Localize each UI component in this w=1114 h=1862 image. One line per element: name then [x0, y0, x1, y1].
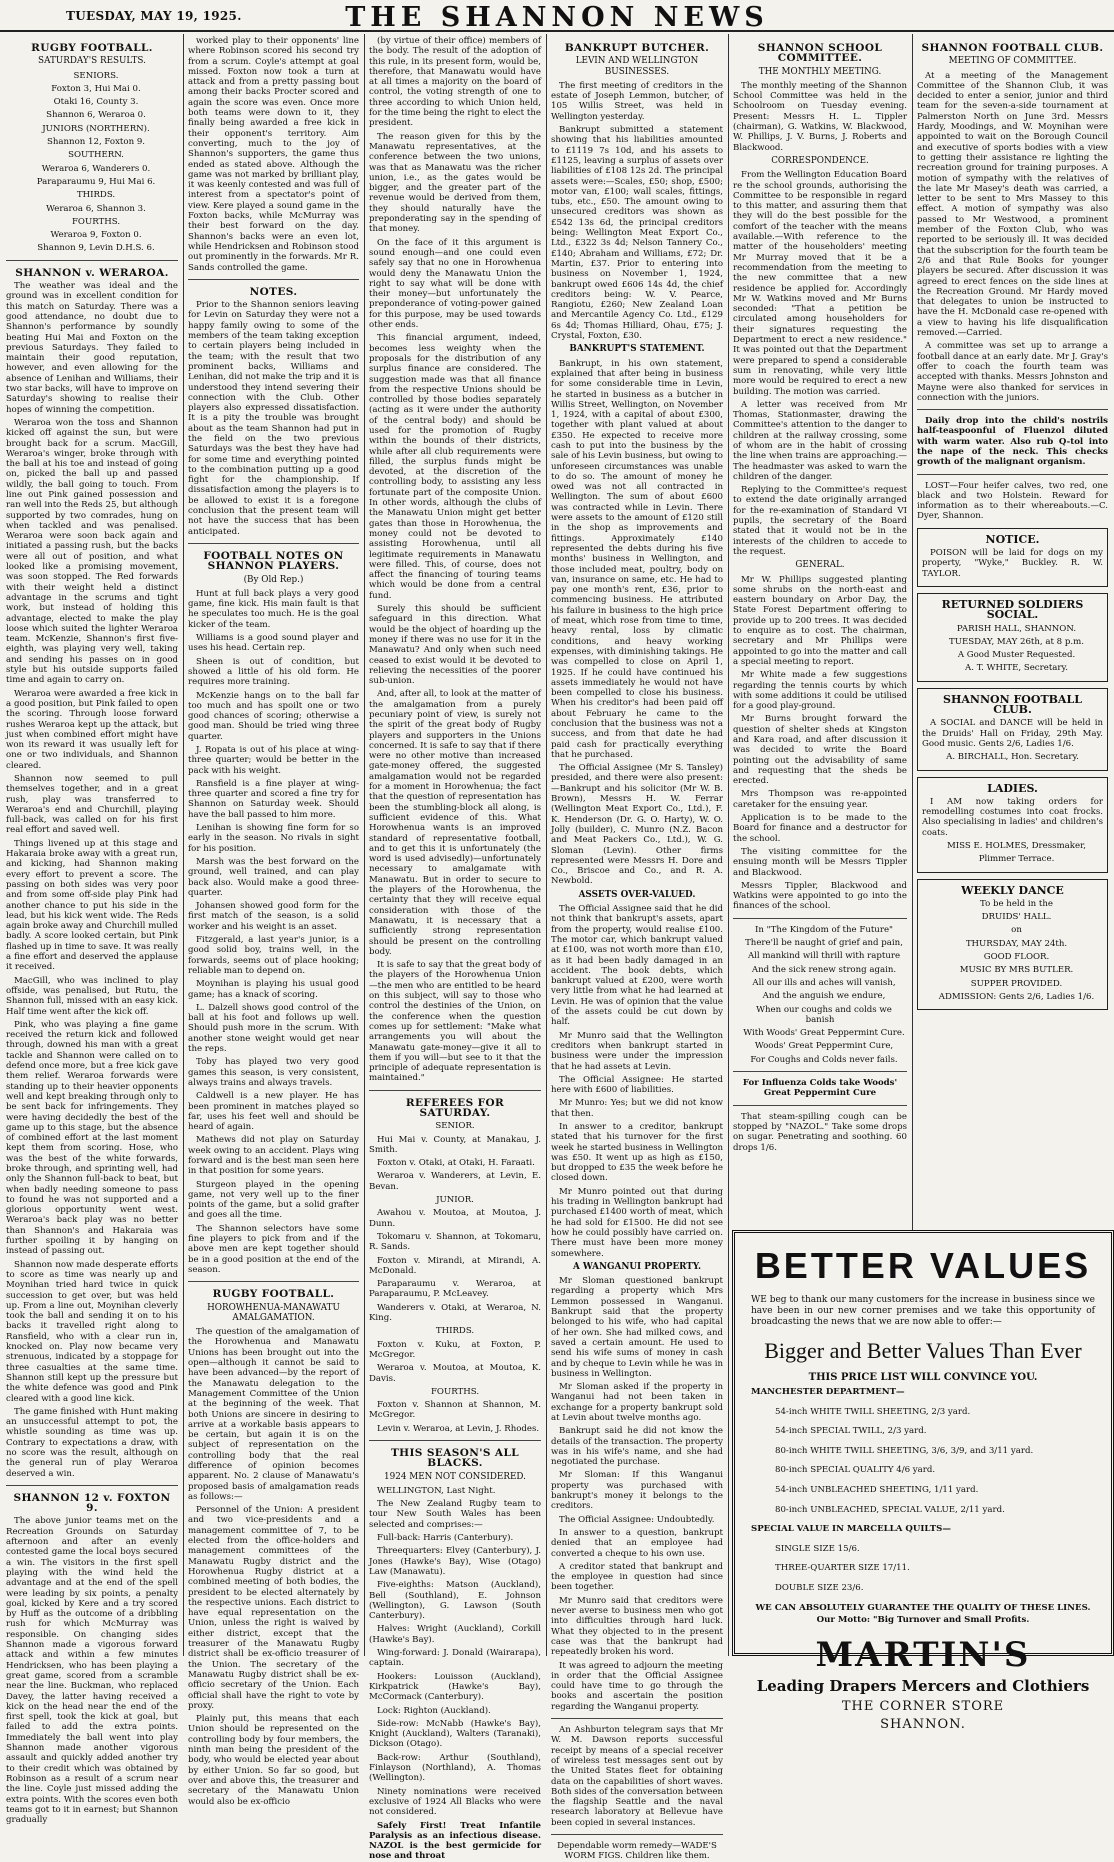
- paragraph: It is safe to say that the great body of the players of the Horowhenua Union—the men who are entitled to be heard on this subject, will say to those who control the destinies of the Union, on the conference when the question comes up for settlement: "Make what arrangements you will about the Manawatu gate-money—give it all to them if you will—but see to it that the principle of adequate representation is maintained.": [369, 960, 541, 1084]
- dance-line: THURSDAY, MAY 24th.: [965, 938, 1068, 949]
- paragraph: The monthly meeting of the Shannon School Committee was held in the Schoolroom on Tuesday evening. Present: Messrs H. L. Tippler (chairman), G. Watkins, W. Blackwood, W. Phillips, J. V. Burns, J. Roberts and Blackwood.: [733, 80, 907, 153]
- divider: [6, 260, 178, 261]
- paragraph: A letter was received from Mr Thomas, Stationmaster, drawing the Committee's attention to the danger to children at the railway crossing, some of whom are in the habit of crossing the line when trains are approaching.—The headmaster was asked to warn the children of the danger.: [733, 399, 907, 482]
- divider: [551, 1834, 723, 1835]
- notes-text: [188, 300, 359, 537]
- correspondence-text: [733, 170, 907, 557]
- ad-item: 80-inch WHITE TWILL SHEETING, 3/6, 3/9, and 3/11 yard.: [775, 1445, 1034, 1456]
- ad-item: 80-inch SPECIAL QUALITY 4/6 yard.: [775, 1465, 936, 1476]
- dance-line: SUPPER PROVIDED.: [970, 978, 1063, 989]
- referee-line: Foxton v. Shannon at Shannon, M. McGregor.: [369, 1400, 541, 1421]
- referee-line: Awahou v. Moutoa, at Moutoa, J. Dunn.: [369, 1208, 541, 1229]
- dance-line: DRUIDS' HALL.: [981, 912, 1052, 923]
- paragraph: WELLINGTON, Last Night.: [377, 1485, 496, 1496]
- poem-line: And the anguish we endure,: [762, 991, 886, 1002]
- poem-line: For Coughs and Colds never fails.: [750, 1054, 898, 1065]
- social-line: TUESDAY, MAY 26th, at 8 p.m.: [949, 636, 1084, 647]
- referee-line: Hui Mai v. County, at Manakau, J. Smith.: [369, 1134, 541, 1155]
- result-line: JUNIORS (NORTHERN).: [42, 123, 150, 134]
- ad-item-list: [735, 1407, 1111, 1516]
- ad-headline: BETTER VALUES: [754, 1245, 1092, 1286]
- results-list: [6, 71, 178, 254]
- result-line: Shannon 9, Levin D.H.S. 6.: [37, 243, 155, 254]
- club-dance-signature: A. BIRCHALL, Hon. Secretary.: [946, 752, 1079, 763]
- bankrupt-subheading: LEVIN AND WELLINGTON BUSINESSES.: [575, 56, 699, 77]
- fluenzol-ad: Daily drop into the child's nostrils half-teaspoonful of Fluenzol diluted with warm water. Also rub Q-tol into the nape of the neck. This checks growth of the malignant organism.: [917, 416, 1108, 468]
- divider: [188, 543, 359, 544]
- school-committee-subheading: THE MONTHLY MEETING.: [758, 66, 882, 77]
- players-notes: [188, 589, 359, 1275]
- result-line: Otaki 16, County 3.: [53, 97, 139, 108]
- poem-line: There'll be naught of grief and pain,: [745, 938, 903, 949]
- referee-line: Levin v. Weraroa, at Levin, J. Rhodes.: [377, 1423, 540, 1434]
- paragraph: Sheen is out of condition, but showed a little of his old form. He requires more training.: [188, 656, 359, 688]
- newspaper-title: THE SHANNON NEWS: [345, 2, 769, 33]
- paragraph: The reason given for this by the Manawatu representatives, at the conference between the two unions, was that as Manawatu was the richer union, i.e., as the gates would be bigger, and the greater part of the revenue would be derived from them, they should naturally have the preponderating say in the spending of that money.: [369, 131, 541, 235]
- poem-line: Woods' Great Peppermint Cure,: [754, 1041, 894, 1052]
- ladies-text: I AM now taking orders for remodelling costumes into coat frocks. Also specialising in ladies' and children's coats.: [922, 796, 1103, 838]
- paragraph: Weraroa won the toss and Shannon kicked off against the sun, but were brought back for a scrum. MacGill, Weraroa's winger, broke through with the ball at his toe and instead of going on, picked the ball up and passed wildly, the ball going to touch. From line out Pink gained possession and ran well into the Reds 25, but although supported by two comrades, hung on when tackled and was penalised. Weraroa were soon back again and initiated a passing rush, but the backs were all out of position, and what looked like a promising movement, was soon stopped. The Red forwards with their weight held a distinct advantage in the scrums and tight work, but instead of holding this advantage, elected to make the play loose which suited the lighter Weraroa team. McKenzie, Shannon's first five-eighth, was playing very well, taking and sending his passes on in good style but his outside supports failed time and again to carry on.: [6, 417, 178, 686]
- paragraph: Ransfield is a fine player at wing-three quarter and scored a fine try for Shannon on Saturday week. Should have the ball passed to him more.: [188, 778, 359, 820]
- paragraph: Weraroa were awarded a free kick in a good position, but Pink failed to open the scoring. Through loose forward rushes Weraroa kept up the attack, but just when combined effort might have won its reward it was usually left for one or two individuals, and Shannon cleared.: [6, 688, 178, 771]
- signature-line: MISS E. HOLMES, Dressmaker,: [946, 841, 1086, 851]
- divider: [188, 1281, 359, 1282]
- general-text: [733, 575, 907, 912]
- column-6: [917, 36, 1108, 1226]
- paragraph: Mr Sloman: If this Wanganui property was purchased with bankrupt's money it belongs to the creditors.: [551, 1470, 723, 1512]
- all-blacks-subheading: 1924 MEN NOT CONSIDERED.: [384, 1471, 526, 1482]
- referee-grade: SENIOR.: [435, 1121, 475, 1132]
- paragraph: Side-row: McNabb (Hawke's Bay), Knight (Auckland), Walters (Taranaki), Dickson (Otago).: [369, 1718, 541, 1750]
- referees-list: [369, 1121, 541, 1434]
- column-rule: [364, 34, 365, 1656]
- ad-subheadline: Bigger and Better Values Than Ever: [764, 1338, 1082, 1363]
- paragraph: Marsh was the best forward on the ground, well trained, and can play back also. Would make a good three-quarter.: [188, 856, 359, 898]
- result-line: Weraroa 9, Foxton 0.: [50, 230, 142, 241]
- school-committee-heading: SHANNON SCHOOL COMMITTEE.: [757, 42, 883, 65]
- results-heading: SATURDAY'S RESULTS.: [38, 56, 146, 67]
- dance-line: on: [1011, 925, 1022, 936]
- paragraph: J. Ropata is out of his place at wing-three quarter; would be better in the pack with his weight.: [188, 745, 359, 776]
- signature-line: Plimmer Terrace.: [978, 854, 1055, 865]
- paragraph: Williams is a good sound player and uses his head. Certain rep.: [188, 633, 359, 654]
- column-rule: [728, 34, 729, 1656]
- result-line: THIRDS.: [76, 190, 116, 201]
- paragraph: From the Wellington Education Board re the school grounds, authorising the Committee to be responsible in regard to this matter, and assuring them that they will do the best possible for the comfort of the teacher with the means available.—With reference to the matter of the householders' meeting Mr Murray moved that it be a recommendation from the meeting to the new committee that a new residence be applied for. Accordingly Mr W. Watkins moved and Mr Burns seconded: "That a petition be circulated among householders for their signatures requesting the Department to erect a new residence." It was pointed out that the Department were prepared to spend a considerable sum in renovating, while very little more would be required to erect a new building. The motion was carried.: [733, 170, 907, 397]
- amalgamation-heading-1: RUGBY FOOTBALL.: [212, 1288, 335, 1301]
- paragraph: A creditor stated that bankrupt and the employee in question had since been together.: [551, 1561, 723, 1593]
- paragraph: A committee was set up to arrange a football dance at an early date. Mr J. Gray's offer to coach the fourth team was accepted with thanks. Messrs Johnston and Mayne were also thanked for services in connection with the juniors.: [917, 341, 1108, 403]
- paragraph: McKenzie hangs on to the ball far too much and has spoilt one or two good chances of scoring; otherwise a good man. Should be tried wing three quarter.: [188, 690, 359, 742]
- referee-grade: JUNIOR.: [436, 1195, 474, 1206]
- club-dance-heading: SHANNON FOOTBALL CLUB.: [943, 692, 1082, 717]
- paragraph: Mr Munro: Yes; but we did not know that then.: [551, 1098, 723, 1119]
- poem-line: All mankind will thrill with rapture: [747, 951, 901, 962]
- assets-text: [551, 904, 723, 1259]
- divider: [6, 1485, 178, 1486]
- paragraph: Bankrupt submitted a statement showing that his liabilities amounted to £1119 7s 10d, and his assets to £1125, leaving a surplus of assets over liabilities of £108 12s 2d. The principal assets were:—Scales, £50; shop, £500; motor van, £100; wall scales, fittings, tubs, etc., £50. The amount owing to unsecured creditors was shown as £542 13s 6d, the principal creditors being: Wellington Meat Export Co., Ltd., £322 3s 4d; Nelson Tannery Co., £140; Abraham and Williams, £72; Dr. Martin, £37. Prior to entering into business on November 1, 1924, bankrupt owed £606 14s 4d, the chief creditors being: W. V. Pearce, Rangiotu, £260; New Zealand Loan and Mercantile Agency Co. Ltd., £129 6s 4d; Thomas Hilliard, Ohau, £75; J. Crystal, Foxton, £30.: [551, 125, 723, 342]
- store-tagline: Leading Drapers Mercers and Clothiers: [756, 1676, 1090, 1695]
- paragraph: In answer to a question, bankrupt denied that an employee had converted a cheque to his own use.: [551, 1527, 723, 1559]
- paragraph: Surely this should be sufficient safeguard in this direction. What would be the object of hoarding up the money if there was no use for it in the Manawatu? And only when such need ceased to exist would it be devoted to relieving the necessities of the poorer sub-union.: [369, 604, 541, 687]
- paragraph: Mrs Thompson was re-appointed caretaker for the ensuing year.: [733, 789, 907, 810]
- referee-line: Wanderers v. Otaki, at Weraroa, N. King.: [369, 1302, 541, 1324]
- amalgamation-continued: [369, 36, 541, 1084]
- referees-heading: REFEREES FOR SATURDAY.: [405, 1096, 505, 1119]
- paragraph: Toby has played two very good games this season, is very consistent, always trains and always travels.: [188, 1057, 359, 1088]
- paragraph: Johansen showed good form for the first match of the season, is a solid worker and his weight is an asset.: [188, 901, 359, 932]
- dance-line: ADMISSION: Gents 2/6, Ladies 1/6.: [938, 991, 1095, 1002]
- paragraph: The game finished with Hunt making an unsuccessful attempt to pot, the whistle sounding as time was up. Contrary to expectations a draw, with no score was the result, although on the general run of play Weraroa deserved a win.: [6, 1406, 178, 1479]
- referee-line: Tokomaru v. Shannon, at Tokomaru, R. Sands.: [369, 1231, 541, 1253]
- paragraph: And, after all, to look at the matter of the amalgamation from a purely pecuniary point of view, is surely not the spirit of the great body of Rugby players and supporters in the Unions concerned. It is safe to say that if there were no other motive than increased gate-money offered, the suggested amalgamation would not be regarded for a moment in Horowhenua; the fact that the question of representation has been the stumbling-block all along, is sufficient evidence of this. What Horowhenua wants is an improved standard of representative football, and to get this it is unfortunately (the word is used advisedly)—unfortunately necessary to amalgamate with Manawatu. But in order to secure to the players of the Horowhenua, the certainty that they will receive equal consideration with those of the Manawatu, it is necessary that a sufficiently strong representation should be present on the controlling body.: [369, 689, 541, 957]
- match-heading: SHANNON v. WERAROA.: [15, 266, 169, 279]
- paragraph: Mr Sloman asked if the property in Wanganui had not been taken in exchange for a property bankrupt sold at Levin about twelve months ago.: [551, 1382, 723, 1423]
- result-line: Weraroa 6, Wanderers 0.: [41, 163, 151, 174]
- paragraph: Lock: Righton (Auckland).: [377, 1705, 491, 1716]
- social-line: A. T. WHITE, Secretary.: [965, 663, 1068, 674]
- ad-quilt: DOUBLE SIZE 23/6.: [775, 1582, 864, 1593]
- divider: [733, 1071, 907, 1072]
- column-2: [188, 36, 359, 1807]
- paragraph: At a meeting of the Management Committee of the Shannon Club, it was decided to enter a senior, junior and third team for the seven-a-side tournament at Palmerston North on June 3rd. Messrs Hardy, Moodings, and W. Moynihan were appointed to wait on the Borough Council and executive of sports bodies with a view to getting their assistance re lighting the recreation ground for training purposes. A motion of sympathy with the relatives of the late Mr Masey's death was carried, a letter to be sent to Mrs Massey to this effect. A motion of sympathy was also passed to Mr Westwood, a prominent member of the Foxton Club, who was reported to be seriously ill. It was decided that the subscription for the fourth team be 2/6 and that Rule Books for younger players be secured. After discussion it was agreed to erect fences on the side lines at the Recreation Ground. Mr Hardy moved that delegates to union be instructed to have the H. McDonald case re-opened with a view to having his life disqualification removed.—Carried.: [917, 70, 1108, 339]
- all-blacks-text: [369, 1486, 541, 1818]
- poem-line: In "The Kingdom of the Future": [755, 924, 893, 935]
- column-4: [551, 36, 723, 1862]
- amalgamation-heading-2: HOROWHENUA-MANAWATU AMALGAMATION.: [207, 1302, 340, 1323]
- nazol-ad: Safely First! Treat Infantile Paralysis as an infectious disease. NAZOL is the best germicide for nose and throat: [369, 1820, 541, 1862]
- ad-quilt: THREE-QUARTER SIZE 17/11.: [775, 1563, 910, 1574]
- paragraph: Sturgeon played in the opening game, not very well up to the finer points of the game, but a solid grafter and goes all the time.: [188, 1179, 359, 1221]
- ad-item: 54-inch UNBLEACHED SHEETING, 1/11 yard.: [775, 1484, 979, 1495]
- result-line: Paraparaumu 9, Hui Mai 6.: [36, 176, 156, 187]
- column-3: [369, 36, 541, 1862]
- ad-department: MANCHESTER DEPARTMENT—: [751, 1387, 905, 1397]
- paragraph: The Shannon selectors have some fine players to pick from and if the above men are kept together should be in a good position at the end of the season.: [188, 1223, 359, 1275]
- paragraph: Wing-forward: J. Donald (Wairarapa), captain.: [369, 1648, 541, 1669]
- junior-report: [6, 1516, 178, 1825]
- paragraph: The Official Assignee: He started here with £600 of liabilities.: [551, 1074, 723, 1096]
- notice-box: [917, 528, 1108, 587]
- paragraph: Five-eighths: Matson (Auckland), Bell (Southland), E. Johnson (Wellington), G. Lawson (South Canterbury).: [369, 1580, 541, 1622]
- paragraph: The visiting committee for the ensuing month will be Messrs Tippler and Blackwood.: [733, 846, 907, 878]
- paragraph: L. Dalzell shows good control of the ball at his foot and follows up well. Should push more in the scrum. With another stone weight would get near the reps.: [188, 1002, 359, 1055]
- amalgamation-text: [188, 1327, 359, 1807]
- paragraph: Mr White made a few suggestions regarding the tennis courts by which with some additions it could be utilised for a good play-ground.: [733, 670, 907, 712]
- divider: [733, 1105, 907, 1106]
- poem-line: With Woods' Great Peppermint Cure.: [743, 1028, 905, 1039]
- divider: [188, 279, 359, 280]
- paragraph: Threequarters: Elvey (Canterbury), J. Jones (Hawke's Bay), Wise (Otago) Law (Manawatu).: [369, 1546, 541, 1577]
- paragraph: Mr Munro said that creditors were never averse to business men who got into difficulties through hard luck. What they objected to in the present case was that the bankrupt had repeatedly broken his word.: [551, 1595, 723, 1658]
- paragraph: This financial argument, indeed, becomes less weighty when the proposals for the distribution of any surplus finance are considered. The suggestion made was that all finance from the respective Unions should be controlled by those bodies separately (acting as it were under the authority of the central body) and should be used for the promotion of Rugby within the bounds of their districts, while after all club requirements were filled, the surplus funds might be devoted, at the discretion of the controlling body, to assisting any less fortunate part of the composite Union. In other words, although the clubs of the Manawatu Union might get better gates than those in Horowhenua, the money could not be devoted to assisting Horowhenua, until all legitimate requirements in Manawatu were filled. This, of course, does not affect the financing of touring teams which would be done from a central fund.: [369, 333, 541, 601]
- paragraph: Messrs Tippler, Blackwood and Watkins were appointed to go into the finances of the school.: [733, 880, 907, 912]
- paragraph: It was agreed to adjourn the meeting in order that the Official Assignee could have time to go through the books and ascertain the position regarding the Wanganui property.: [551, 1660, 723, 1712]
- paragraph: The Official Assignee: Undoubtedly.: [559, 1514, 715, 1525]
- paragraph: Halves: Wright (Auckland), Corkill (Hawke's Bay).: [369, 1624, 541, 1645]
- column-rule: [546, 34, 547, 1656]
- football-club-subheading: MEETING OF COMMITTEE.: [948, 56, 1077, 67]
- dance-line: GOOD FLOOR.: [983, 952, 1050, 963]
- martins-advertisement: [732, 1230, 1114, 1732]
- property-text: [551, 1276, 723, 1712]
- ad-item: 54-inch WHITE TWILL SHEETING, 2/3 yard.: [775, 1406, 971, 1417]
- property-heading: A WANGANUI PROPERTY.: [572, 1261, 702, 1272]
- paragraph: The Official Assignee said that he did not think that bankrupt's assets, apart from the property, would realise £100. The motor car, which bankrupt valued at £100, was not worth more than £10, as it had been badly damaged in an accident. The book debts, which bankrupt valued at £200, were worth very little from what he had learned at Levin. He was of opinion that the value of the assets could be cut down by half.: [551, 904, 723, 1028]
- paragraph: In answer to a creditor, bankrupt stated that his turnover for the first week he started business in Wellington was £50. It went up as high as £150, but dropped to £35 the week before he closed down.: [551, 1121, 723, 1184]
- correspondence-heading: CORRESPONDENCE.: [771, 155, 869, 166]
- paragraph: Bankrupt, in his own statement, explained that after being in business for some considerable time in Levin, he started in business as a butcher in Willis Street, Wellington, on November 1, 1924, with a capital of about £300, together with plant valued at about £350. He expected to receive more cash to put into the business by the sale of his Levin business, but owing to unforeseen circumstances was unable to do so. The amount of money he owed was not all contracted in Wellington. The sum of about £600 was contracted while in Levin. There were assets to the amount of £120 still in the shop as improvements and fittings. Approximately £140 represented the debts during his five months' business in Wellington, and those included meat, poultry, body on van, insurance on same, etc. He had to pay one month's rent, £36, prior to commencing business. He attributed his failure in business to the high price of meat, which rose from time to time, heavy rental, loss by climatic conditions, and heavy working expenses, with diminishing takings. He was compelled to close on April 1, 1925. If he could have continued his assets immediately he would not have been compelled to close his business. When his creditor's had been paid off about February he came to the conclusion that the business was not a success, and from that date he had paid cash for practically everything that he purchased.: [551, 358, 723, 760]
- ad-intro: WE beg to thank our many customers for the increase in business since we have been in our new corner premises and we take this opportunity of broadcasting the news that we are now able to offer:—: [751, 1295, 1095, 1327]
- paragraph: Lenihan is showing fine form for so early in the season. No rivals in sight for his position.: [188, 823, 359, 854]
- football-club-heading: SHANNON FOOTBALL CLUB.: [921, 42, 1104, 54]
- nazol-cough-ad: That steam-spilling cough can be stopped by "NAZOL." Take some drops on sugar. Penetrating and soothing. 60 drops 1/6.: [733, 1111, 907, 1153]
- club-dance-text: A SOCIAL and DANCE will be held in the Druids' Hall on Friday, 29th May. Good music. Gents 2/6, Ladies 1/6.: [922, 718, 1103, 749]
- paragraph: Moynihan is playing his usual good game; has a knack of scoring.: [188, 979, 359, 1000]
- paragraph: Pink, who was playing a fine game received the return kick and followed through, downed his man with a great tackle and Shannon were called on to defend once more, but a free kick gave them relief. Weraroa forwards were standing up to their heavier opponents well and kept breaking through only to be sent back for infringements. They were having decidedly the best of the game up to this stage, but the absence of combined effort at the last moment kept them from scoring. Hose, who was the best of the white forwards, broke through, and sprinting well, had only the Shannon full-back to beat, but when badly needing someone to pass to found he was not supported and a glorious opportunity went west. Weraroa's back play was no better than Shannon's and Hakaraia was further spoiling it by hanging on instead of passing out.: [6, 1019, 178, 1257]
- dance-box: [917, 688, 1108, 771]
- result-line: Shannon 12, Foxton 9.: [46, 137, 146, 148]
- store-location: THE CORNER STORE: [841, 1698, 1005, 1714]
- ladies-heading: LADIES.: [987, 781, 1038, 795]
- paragraph: Personnel of the Union: A president and two vice-presidents and a management committee of 7, to be elected from the office-holders and management committees of the Manawatu Rugby district and the Horowhenua Rugby district at a combined meeting of both bodies, the president to be elected alternately by the respective unions. Each district to have equal representation on the Union, unless the right is waived by either district, except that the treasurer of the Manawatu Rugby district shall be ex-officio treasurer of the Union. The secretary of the Manawatu Rugby district shall be ex-officio secretary of the Union. Each official shall have the right to vote by proxy.: [188, 1505, 359, 1711]
- paragraph: The first meeting of creditors in the estate of Joseph Lemmon, butcher, of 105 Willis Street, was held in Wellington yesterday.: [551, 80, 723, 122]
- ad-quilt: SINGLE SIZE 15/6.: [775, 1543, 860, 1554]
- dance-line: MUSIC BY MRS BUTLER.: [959, 965, 1074, 976]
- social-line: A Good Muster Requested.: [957, 650, 1076, 661]
- divider: [369, 1440, 541, 1441]
- weekly-dance-details: [922, 899, 1103, 1002]
- ad-price-list-label: THIS PRICE LIST WILL CONVINCE YOU.: [808, 1372, 1038, 1383]
- ad-guarantee: WE CAN ABSOLUTELY GUARANTEE THE QUALITY OF THESE LINES.: [755, 1602, 1091, 1613]
- social-line: PARISH HALL, SHANNON.: [956, 623, 1077, 634]
- referee-line: Paraparaumu v. Weraroa, at Paraparaumu, P. McLeavey.: [369, 1279, 541, 1300]
- paragraph: Plainly put, this means that each Union should be represented on the controlling body by four members, the ninth man being the president of the body, who would be elected year about by either Union. So far so good, but over and above this, the treasurer and secretary of the Manawatu Union would also be ex-officio: [188, 1714, 359, 1807]
- paragraph: Replying to the Committee's request to extend the date originally arranged for the re-examination of Standard VI pupils, the secretary of the Board stated that it would not be in the interests of the children to accede to the request.: [733, 485, 907, 557]
- paragraph: The above junior teams met on the Recreation Grounds on Saturday afternoon and after an evenly contested game the local boys secured a win. The visitors in the first spell playing with the wind held the advantage and at the end of the spell were leading by six points, a penalty goal, kicked by Kere and a try scored by Huff as the outcome of a dribbling rush for which McMurray was responsible. On changing sides Shannon made a vigorous forward attack and within a few minutes Hendricksen, who has been playing a great game, scored from a scramble near the line. Buckman, who replaced Davey, the latter having received a kick on the head near the end of the first spell, took the kick at goal, but failed to add the extra points. Immediately the ball went into play Shannon made another vigorous assault and quickly added another try to their credit which was obtained by Robinson as a result of a scrum near the line. Coyle just missed adding the extra points. With the scores even both teams got to it in earnest; but Shannon gradually: [6, 1516, 178, 1826]
- poem-line: And the sick renew strong again.: [751, 964, 897, 975]
- influenza-ad: For Influenza Colds take Woods' Great Peppermint Cure: [742, 1078, 898, 1099]
- ad-quilt-list: [735, 1544, 1111, 1594]
- result-line: SOUTHERN.: [68, 150, 124, 161]
- store-town: SHANNON.: [880, 1716, 966, 1732]
- ladies-box: [917, 777, 1108, 873]
- column-1: [6, 36, 178, 1826]
- paragraph: worked play to their opponents' line where Robinson scored his second try from a scrum. Coyle's attempt at goal missed. Foxton now took a turn at attack and from a pretty passing bout among their backs Procter scored and again the score was even. Once more both teams were down to it, they finally being awarded a free kick in their opponent's territory. Aim converting, much to the joy of Shannon's supporters, the game thus ended as stated above. Although the game was not marked by brilliant play, it was keenly contested and was full of interest from a spectator's point of view. Kere played a sound game in the Foxton backs, while McMurray was their best forward on the day. Shannon's backs were an even lot, while Hendricksen and Robinson stood out prominently in the forwards. Mr R. Sands controlled the game.: [188, 36, 359, 273]
- paragraph: The Official Assignee (Mr S. Tansley) presided, and there were also present:—Bankrupt and his solicitor (Mr W. B. Brown), Messrs H. W. Ferrar (Wellington Meat Export Co., Ltd.), F. K. Henderson (Dr. G. O. Harty), W. O. Jolly (builder), C. Munro (N.Z. Bacon and Meat Packers Co., Ltd.), W. G. Sloman (Levin). Other firms represented were Messrs H. Dore and Co., Briscoe and Co., and R. A. Newbold.: [551, 763, 723, 887]
- social-heading: RETURNED SOLDIERS SOCIAL.: [941, 597, 1084, 622]
- ladies-signature: [922, 841, 1103, 865]
- paragraph: Mathews did not play on Saturday week owing to an accident. Plays wing forward and is the best man seen here in that position for some years.: [188, 1135, 359, 1177]
- bankrupt-text: [551, 81, 723, 341]
- lost-notice: LOST—Four heifer calves, two red, one black and two Holstein. Reward for information as to their whereabouts.—C. Dyer, Shannon.: [917, 480, 1108, 522]
- referee-line: Foxton v. Mirandi, at Mirandi, A. McDonald.: [369, 1255, 541, 1276]
- ad-item: 80-inch UNBLEACHED, SPECIAL VALUE, 2/11 yard.: [775, 1504, 1005, 1515]
- referee-line: Weraroa v. Moutoa, at Moutoa, K. Davis.: [369, 1363, 541, 1384]
- paragraph: Shannon now seemed to pull themselves together, and in a great rush, play was transferred to Weraroa's end and Churchill, playing full-back, was called on for his first real effort and saved well.: [6, 774, 178, 836]
- bankrupt-heading: BANKRUPT BUTCHER.: [564, 42, 710, 54]
- paragraph: The question of the amalgamation of the Horowhenua and Manawatu Unions has been brought out into the open—although it cannot be said to have been advanced—by the report of the Manawatu delegation to the Management Committee of the Union at the beginning of the week. That both Unions are sincere in desiring to arrive at a workable basis appears to be certain, but again it is on the subject of representation on the controlling body that the real difference of opinion becomes apparent. No. 2 clause of Manawatu's proposed basis of amalgamation reads as follows:—: [188, 1327, 359, 1502]
- masthead: [0, 0, 1114, 32]
- peppermint-cure-poem: [733, 925, 907, 1065]
- statement-heading: BANKRUPT'S STATEMENT.: [569, 344, 705, 355]
- paragraph: Fitzgerald, a last year's junior, is a good solid boy, trains well, in the forwards, seems out of place hooking; reliable man to depend on.: [188, 935, 359, 976]
- paragraph: Mr W. Phillips suggested planting some shrubs on the north-east and eastern boundary on Arbor Day, the State Forest Department offering to provide up to 200 trees. It was decided to enquire as to cost. The chairman, secretary and Mr Phillips were appointed to go into the matter and call a special meeting to report.: [733, 574, 907, 667]
- result-line: Foxton 3, Hui Mai 0.: [51, 83, 141, 94]
- social-box: [917, 593, 1108, 682]
- divider: [733, 918, 907, 919]
- paragraph: Shannon now made desperate efforts to score as time was nearly up and Moynihan tried hard twice in quick succession to get over, but was held up. From a line out, Moynihan cleverly took the ball and sending it on to his backs it travelled right along to Ransfield, who with a clear run in, knocked on. Play now became very strenuous, indicated by a stoppage for three casualties at the same time. Shannon still kept up the pressure but the white defence was good and Pink cleared with a good line kick.: [6, 1259, 178, 1404]
- divider: [917, 409, 1108, 410]
- referee-grade: THIRDS.: [435, 1326, 475, 1337]
- referee-grade: FOURTHS.: [430, 1386, 480, 1397]
- paragraph: Things livened up at this stage and Hakaraia broke away with a great run, and kicking, had Shannon making every effort to prevent a score. The passing on both sides was very poor and from some off-side play Pink had another chance to put his side in the lead, but his kick went wide. The Reds again broke away and Churchill mulled badly. A score looked certain, but Pink flashed up in time to save. It was really a fine effort and deserved the applause it received.: [6, 838, 178, 973]
- issue-date: TUESDAY, MAY 19, 1925.: [66, 9, 242, 23]
- weekly-dance-box: [917, 879, 1108, 1011]
- rugby-heading: RUGBY FOOTBALL.: [31, 42, 153, 54]
- paragraph: (by virtue of their office) members of the body. The result of the adoption of this rule, in its present form, would be, therefore, that Manawatu would have at all times a majority on the board of control, the voting strength of one to three according to which Union held, for the time being the right to elect the president.: [369, 36, 541, 129]
- paragraph: Bankrupt said he did not know the details of the transaction. The property was in his wife's name, and she had negotiated the purchase.: [551, 1426, 723, 1468]
- notice-text: POISON will be laid for dogs on my property, "Wyke," Buckley. R. W. TAYLOR.: [922, 548, 1103, 579]
- divider: [551, 1718, 723, 1719]
- general-heading: GENERAL.: [795, 560, 845, 571]
- paragraph: Hookers: Louisson (Auckland), Kirkpatrick (Hawke's Bay), McCormack (Canterbury).: [369, 1671, 541, 1703]
- paragraph: Back-row: Arthur (Southland), Finlayson (Northland), A. Thomas (Wellington).: [369, 1752, 541, 1784]
- referee-line: Foxton v. Otaki, at Otaki, H. Faraati.: [377, 1158, 535, 1169]
- divider: [917, 474, 1108, 475]
- ad-item: 54-inch SPECIAL TWILL, 2/3 yard.: [775, 1426, 927, 1437]
- worm-figs-ad: Dependable worm remedy—WADE'S WORM FIGS. Children like them.: [557, 1840, 717, 1862]
- poem-line: All our ills and aches will vanish,: [752, 977, 896, 988]
- junior-report-continued: [188, 36, 359, 273]
- football-club-text: [917, 71, 1108, 404]
- junior-heading: SHANNON 12 v. FOXTON 9.: [13, 1491, 171, 1515]
- dance-line: To be held in the: [980, 898, 1053, 909]
- paragraph: Mr Burns brought forward the question of shelter sheds at Kingston and Kara road, and after discussion it was decided to write the Board pointing out the advisability of same and requesting that the sheds be erected.: [733, 714, 907, 787]
- paragraph: The weather was ideal and the ground was in excellent condition for this match on Saturday. There was a good attendance, no doubt due to Shannon's performance by soundly beating Hui Mai and Foxton on the previous Saturdays. They failed to maintain their good reputation, however, and even allowing for the absence of Lenihan and Williams, their two star backs, will have to improve on Saturday's showing to realise their hopes of winning the competition.: [6, 281, 178, 415]
- players-byline: (By Old Rep.): [243, 574, 304, 585]
- paragraph: Mr Sloman questioned bankrupt regarding a property which Mrs Lemmon possessed in Wanganui. Bankrupt said that the property belonged to his wife, who had capital of her own. She had milked cows, and saved a certain amount. He used to send his wife sums of money in cash and by cheque to Levin while he was in business in Wellington.: [551, 1276, 723, 1379]
- referee-line: Foxton v. Kuku, at Foxton, P. McGregor.: [369, 1339, 541, 1360]
- assets-heading: ASSETS OVER-VALUED.: [578, 889, 696, 900]
- paragraph: Caldwell is a new player. He has been prominent in matches played so far, uses his feet well and should be heard of again.: [188, 1091, 359, 1133]
- paragraph: An Ashburton telegram says that Mr W. M. Dawson reports successful receipt by means of a special receiver of wireless test messages sent out by the United States fleet for obtaining data on the capabilities of short waves. Both sides of the conversation between the flagship Seattle and the naval research laboratory at Bellevue have been copied in several instances.: [551, 1725, 723, 1828]
- paragraph: Ninety nominations were received exclusive of 1924 All Blacks who were not considered.: [369, 1786, 541, 1818]
- players-heading: FOOTBALL NOTES ON SHANNON PLAYERS.: [203, 549, 344, 573]
- column-rule: [183, 34, 184, 1656]
- divider: [369, 1090, 541, 1091]
- paragraph: Hunt at full back plays a very good game, fine kick. His main fault is that he speculates too much. He is the goal kicker of the team.: [188, 588, 359, 630]
- paragraph: Mr Munro said that the Wellington creditors when bankrupt started in business were under the impression that he had assets at Levin.: [551, 1030, 723, 1072]
- wireless-text: [551, 1725, 723, 1828]
- paragraph: On the face of it this argument is sound enough—and one could even safely say that no one in Horowhenua would deny the Manawatu Union the right to say what will be done with their money—but unfortunately the preponderance of voting-power gained for this purpose, may be used towards other ends.: [369, 237, 541, 331]
- all-blacks-heading: THIS SEASON'S ALL BLACKS.: [390, 1447, 520, 1470]
- poem-line: When our coughs and colds we banish: [756, 1004, 892, 1025]
- result-line: FOURTHS.: [71, 216, 121, 227]
- statement-text: [551, 359, 723, 887]
- result-line: Shannon 6, Weraroa 0.: [46, 110, 146, 121]
- paragraph: MacGill, who was inclined to play offside, was penalised, but Rutu, the Shannon full, missed with an easy kick. Half time went after the kick off.: [6, 975, 178, 1017]
- paragraph: The New Zealand Rugby team to tour New South Wales has been selected and comprises:—: [369, 1499, 541, 1530]
- social-details: [922, 624, 1103, 674]
- ad-quilts-heading: SPECIAL VALUE IN MARCELLA QUILTS—: [751, 1524, 951, 1535]
- weekly-dance-heading: WEEKLY DANCE: [961, 883, 1064, 897]
- paragraph: Prior to the Shannon seniors leaving for Levin on Saturday they were not a happy family owing to some of the members of the team taking exception to certain players being included in the team; with the result that two prominent backs, Williams and Lenihan, did not make the trip and it is understood they intend severing their connection with the Club. Other players also expressed dissatisfaction. It is a pity the trouble was brought about as the team Shannon had put in the field on the two previous Saturdays was the best they have had for some time and everything pointed to the combination putting up a good fight for the championship. If dissatisfaction among the players is to be allowed to exist it is a foregone conclusion that the present team will not have the success that has been anticipated.: [188, 300, 359, 537]
- notes-heading: NOTES.: [249, 285, 298, 298]
- match-report: [6, 281, 178, 1479]
- store-name: MARTIN'S: [815, 1634, 1031, 1675]
- school-committee-text: [733, 81, 907, 153]
- paragraph: Application is to be made to the Board for finance and a destructor for the school.: [733, 813, 907, 844]
- notice-heading: NOTICE.: [985, 532, 1040, 546]
- ad-motto: Our Motto: "Big Turnover and Small Profits.: [816, 1614, 1030, 1625]
- referee-line: Weraroa v. Wanderers, at Levin, E. Bevan.: [369, 1171, 541, 1192]
- result-line: SENIORS.: [73, 70, 119, 81]
- result-line: Weraroa 6, Shannon 3.: [46, 203, 146, 214]
- paragraph: Mr Munro pointed out that during his trading in Wellington bankrupt had purchased £1400 worth of meat, which he had sold for £1500. He did not see how he could possibly have carried on. There must have been more money somewhere.: [551, 1186, 723, 1259]
- column-5: [733, 36, 907, 1226]
- paragraph: Full-back: Harris (Canterbury).: [377, 1533, 514, 1544]
